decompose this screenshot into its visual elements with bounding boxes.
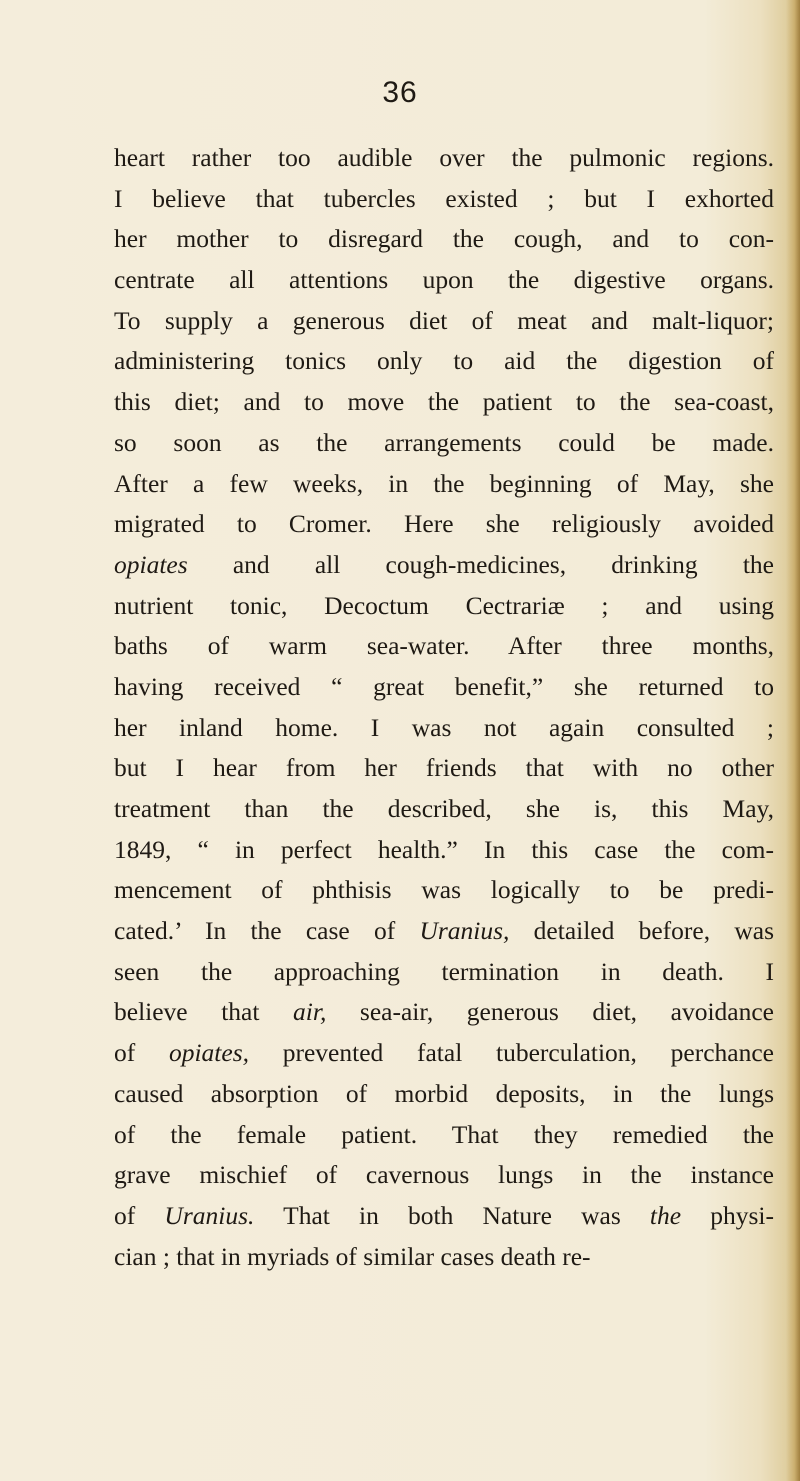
text-line bbox=[114, 1196, 774, 1237]
text-line bbox=[114, 464, 774, 505]
text-line bbox=[114, 626, 774, 667]
page-number: 36 bbox=[382, 76, 418, 109]
text-segment: treatment than the described, she is, this May, bbox=[114, 794, 774, 823]
text-segment: of bbox=[114, 1038, 169, 1068]
text-line bbox=[114, 219, 774, 260]
text-line bbox=[114, 952, 774, 993]
text-segment: but I hear from her friends that with no other bbox=[114, 753, 774, 783]
text-segment: her inland home. I was not again consulted ; bbox=[114, 712, 774, 742]
text-segment: and all cough-medicines, drinking the bbox=[187, 549, 774, 579]
text-segment: seen the approaching termination in death. I bbox=[114, 956, 774, 986]
italic-text: air, bbox=[293, 997, 327, 1027]
text-segment: having received “ great benefit,” she returned to bbox=[114, 671, 774, 701]
text-line bbox=[114, 1074, 774, 1115]
text-segment: migrated to Cromer. Here she religiously avoided bbox=[114, 509, 774, 539]
text-segment: physi- bbox=[681, 1200, 774, 1230]
text-segment: To supply a generous diet of meat and malt-liquor; bbox=[114, 305, 774, 335]
text-line bbox=[114, 301, 774, 342]
text-segment: detailed before, was bbox=[509, 916, 774, 946]
text-line bbox=[114, 708, 774, 749]
text-segment: believe that bbox=[114, 997, 294, 1027]
text-segment: this diet; and to move the patient to the sea-coast, bbox=[114, 387, 774, 417]
text-line bbox=[114, 667, 774, 708]
text-segment: grave mischief of cavernous lungs in the instance bbox=[114, 1160, 774, 1190]
text-line bbox=[114, 748, 774, 789]
text-segment: nutrient tonic, Decoctum Cectrariæ ; and using bbox=[114, 590, 774, 620]
text-line bbox=[114, 423, 774, 464]
text-line bbox=[114, 830, 774, 871]
text-segment: sea-air, generous diet, avoidance bbox=[326, 997, 774, 1027]
text-segment: cian ; that in myriads of similar cases death re- bbox=[114, 1241, 591, 1271]
text-line bbox=[114, 260, 774, 301]
text-segment: caused absorption of morbid deposits, in the lungs bbox=[114, 1078, 774, 1108]
italic-text: Uranius, bbox=[419, 916, 510, 946]
text-segment: of the female patient. That they remedied the bbox=[114, 1119, 774, 1149]
text-segment: mencement of phthisis was logically to be predi- bbox=[114, 875, 774, 905]
text-segment: I believe that tubercles existed ; but I exhorted bbox=[114, 183, 774, 213]
text-segment: heart rather too audible over the pulmonic regions. bbox=[114, 143, 774, 172]
text-line bbox=[114, 789, 774, 830]
italic-text: the bbox=[649, 1200, 682, 1230]
text-line bbox=[114, 992, 774, 1033]
text-segment: cated.’ In the case of bbox=[114, 916, 420, 946]
text-segment: her mother to disregard the cough, and to con- bbox=[114, 224, 774, 254]
page-edge-shadow bbox=[786, 0, 800, 1481]
text-line bbox=[114, 179, 774, 220]
text-segment: prevented fatal tuberculation, perchance bbox=[249, 1038, 774, 1068]
text-line bbox=[114, 382, 774, 423]
text-line bbox=[114, 1033, 774, 1074]
text-line bbox=[114, 911, 774, 952]
text-line bbox=[114, 1115, 774, 1156]
text-line bbox=[114, 1155, 774, 1196]
text-line bbox=[114, 1237, 774, 1278]
text-line bbox=[114, 341, 774, 382]
text-segment: centrate all attentions upon the digestive organs. bbox=[114, 265, 774, 295]
italic-text: Uranius. bbox=[164, 1200, 255, 1230]
text-line bbox=[114, 870, 774, 911]
text-line bbox=[114, 504, 774, 545]
text-line bbox=[114, 138, 774, 179]
text-line bbox=[114, 545, 774, 586]
text-segment: so soon as the arrangements could be made. bbox=[114, 427, 774, 457]
text-segment: That in both Nature was bbox=[254, 1200, 650, 1230]
text-segment: After a few weeks, in the beginning of May, she bbox=[114, 468, 774, 498]
text-line bbox=[114, 586, 774, 627]
text-segment: of bbox=[114, 1200, 165, 1230]
italic-text: opiates bbox=[114, 549, 188, 579]
text-segment: baths of warm sea-water. After three months, bbox=[114, 631, 774, 661]
italic-text: opiates, bbox=[168, 1038, 250, 1068]
text-segment: administering tonics only to aid the digestion of bbox=[114, 346, 774, 376]
body-text bbox=[114, 138, 774, 1277]
text-segment: 1849, “ in perfect health.” In this case the com- bbox=[114, 834, 774, 864]
